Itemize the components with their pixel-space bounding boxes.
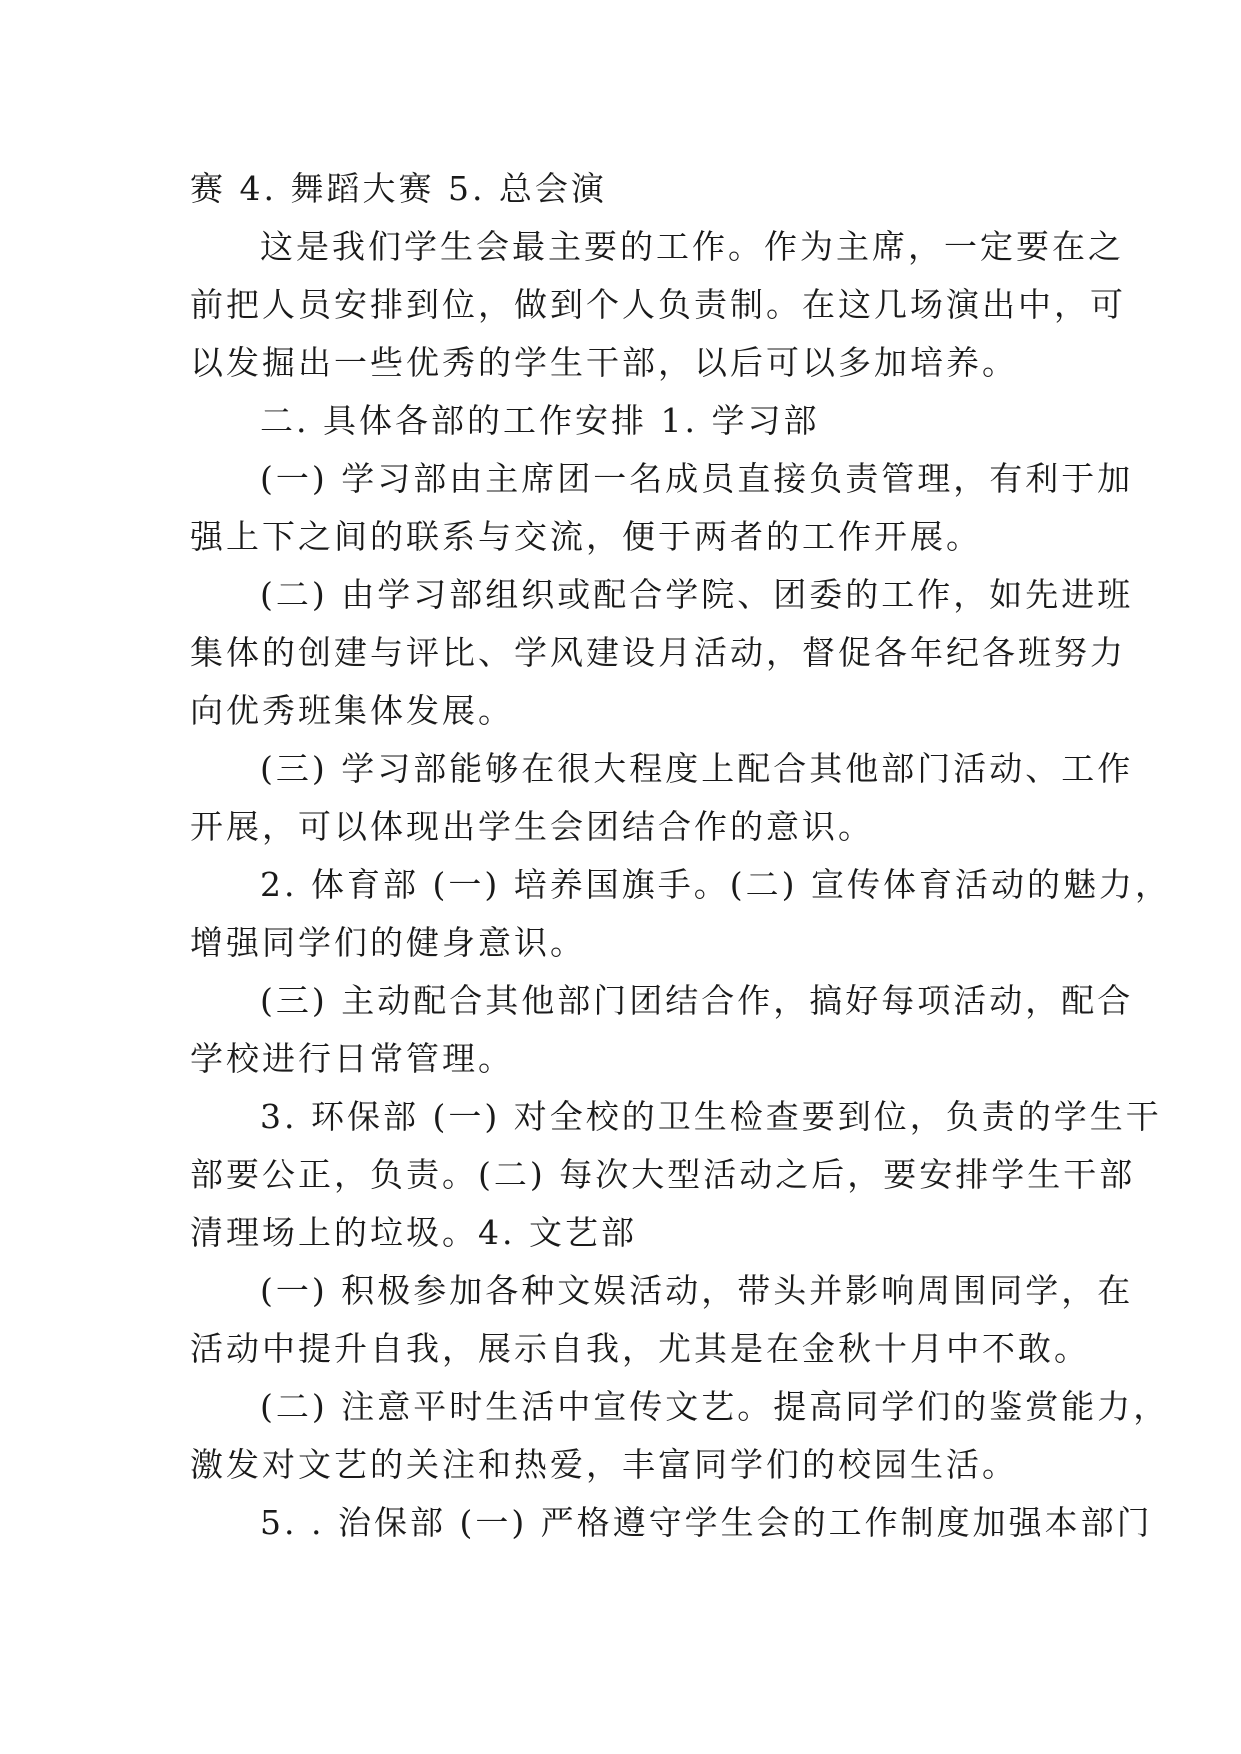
text-line: (二) 由学习部组织或配合学院、团委的工作，如先进班 bbox=[260, 575, 1134, 614]
text-line: 赛 4. 舞蹈大赛 5. 总会演 bbox=[190, 169, 607, 208]
text-line: (二) 注意平时生活中宣传文艺。提高同学们的鉴赏能力， bbox=[260, 1387, 1170, 1426]
text-line: (一) 积极参加各种文娱活动，带头并影响周围同学，在 bbox=[260, 1271, 1134, 1310]
text-line: 集体的创建与评比、学风建设月活动，督促各年纪各班努力 bbox=[190, 633, 1126, 672]
text-line: 激发对文艺的关注和热爱，丰富同学们的校园生活。 bbox=[190, 1445, 1018, 1484]
text-line: 向优秀班集体发展。 bbox=[190, 691, 514, 730]
text-line: 2. 体育部 (一) 培养国旗手。(二) 宣传体育活动的魅力， bbox=[260, 865, 1171, 904]
text-line: 这是我们学生会最主要的工作。作为主席，一定要在之 bbox=[260, 227, 1124, 266]
text-line: 前把人员安排到位，做到个人负责制。在这几场演出中，可 bbox=[190, 285, 1126, 324]
section-heading: 二. 具体各部的工作安排 1. 学习部 bbox=[260, 401, 820, 440]
text-line: 增强同学们的健身意识。 bbox=[190, 923, 586, 962]
document-body bbox=[190, 160, 1171, 1552]
text-line: (一) 学习部由主席团一名成员直接负责管理，有利于加 bbox=[260, 459, 1134, 498]
text-line: 部要公正，负责。(二) 每次大型活动之后，要安排学生干部 bbox=[190, 1155, 1136, 1194]
text-line: 5. . 治保部 (一) 严格遵守学生会的工作制度加强本部门 bbox=[260, 1503, 1153, 1542]
text-line: 学校进行日常管理。 bbox=[190, 1039, 514, 1078]
text-line: (三) 学习部能够在很大程度上配合其他部门活动、工作 bbox=[260, 749, 1134, 788]
text-line: 清理场上的垃圾。4. 文艺部 bbox=[190, 1213, 637, 1252]
text-line: 强上下之间的联系与交流，便于两者的工作开展。 bbox=[190, 517, 982, 556]
text-line: 3. 环保部 (一) 对全校的卫生检查要到位，负责的学生干 bbox=[260, 1097, 1162, 1136]
text-line: 以发掘出一些优秀的学生干部，以后可以多加培养。 bbox=[190, 343, 1018, 382]
text-line: 活动中提升自我，展示自我，尤其是在金秋十月中不敢。 bbox=[190, 1329, 1090, 1368]
text-line: 开展，可以体现出学生会团结合作的意识。 bbox=[190, 807, 874, 846]
text-line: (三) 主动配合其他部门团结合作，搞好每项活动，配合 bbox=[260, 981, 1134, 1020]
